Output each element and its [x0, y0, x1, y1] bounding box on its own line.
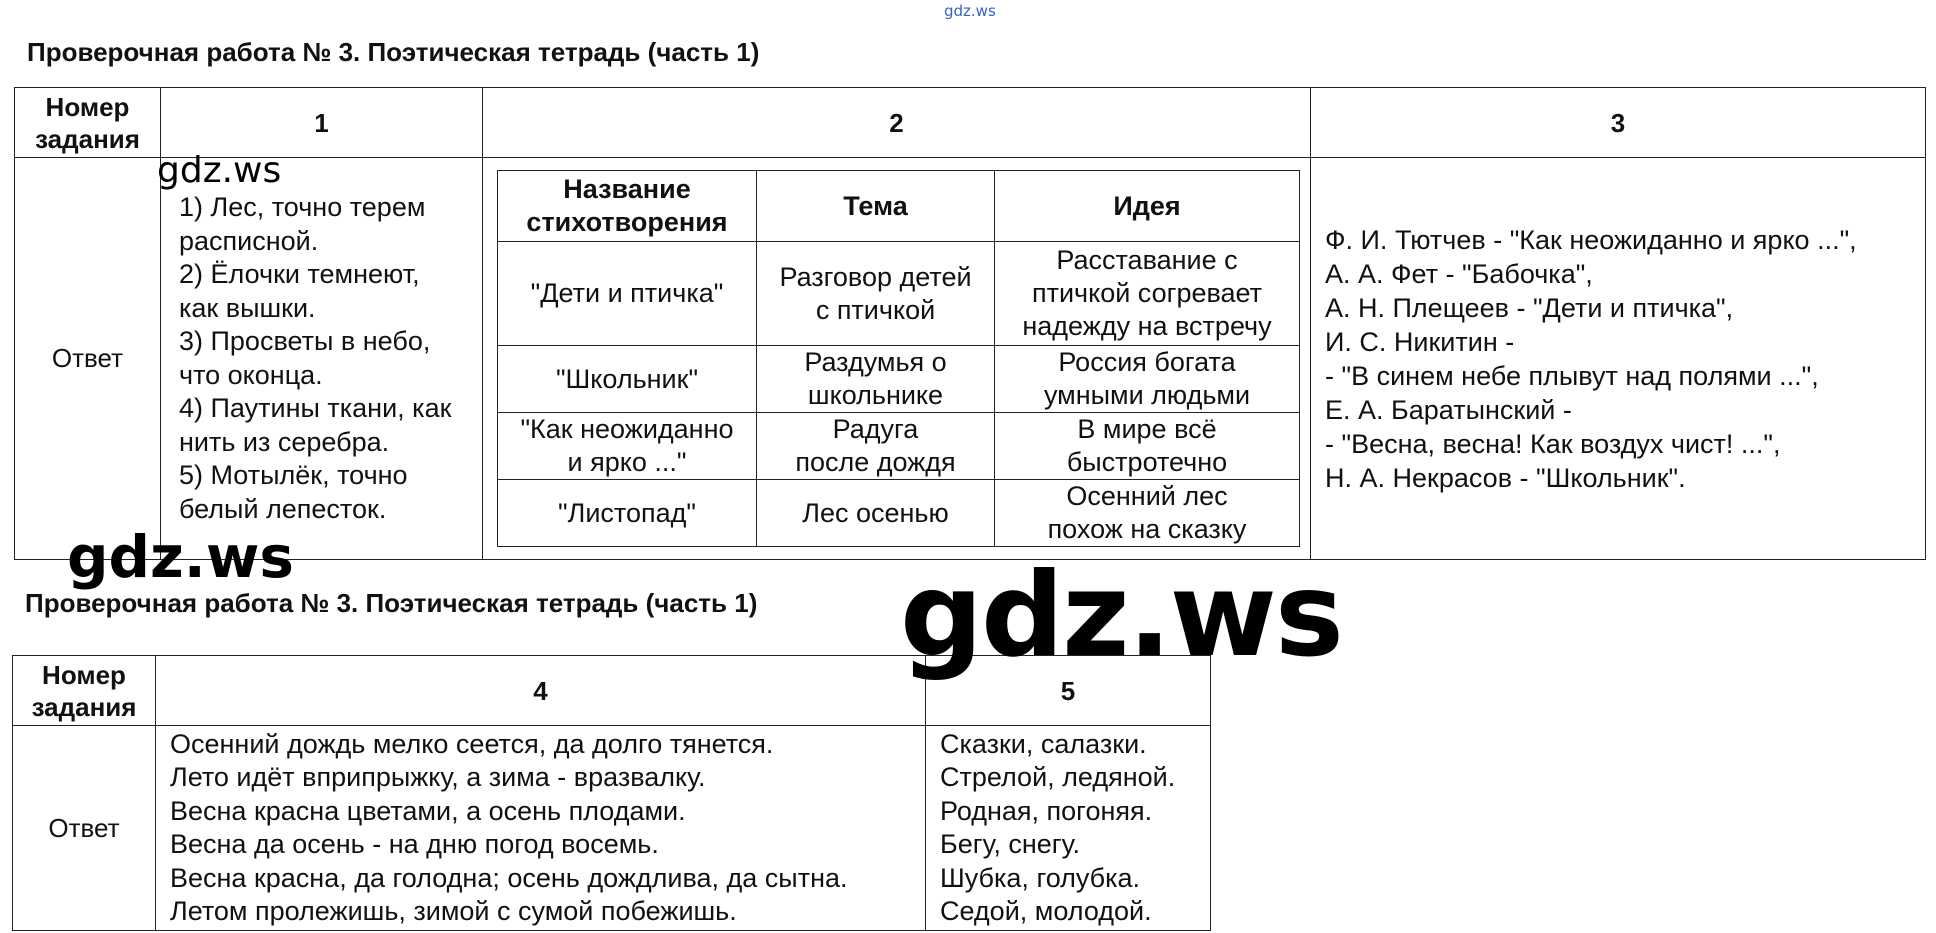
poem-theme-header: Тема: [757, 171, 995, 242]
column-header-1: 1: [161, 88, 483, 158]
poem-name-line: "Листопад": [558, 497, 696, 528]
task3-line: А. А. Фет - "Бабочка",: [1325, 258, 1593, 289]
poem-theme-cell: [757, 346, 995, 413]
poem-idea-line: быстротечно: [1066, 447, 1228, 477]
task5-line: Шубка, голубка.: [940, 862, 1141, 893]
task4-line: Весна да осень - на дню погод восемь.: [170, 829, 659, 859]
poem-theme-line: Лес осенью: [802, 497, 949, 528]
poem-idea-cell: [995, 480, 1300, 547]
poem-idea-line: Осенний лес: [1066, 481, 1228, 511]
poem-theme-line: после дождя: [795, 447, 956, 477]
watermark-small: gdz.ws: [157, 150, 282, 191]
task4-line: Летом пролежишь, зимой с сумой побежишь.: [170, 896, 737, 926]
column-header-2: 2: [483, 88, 1311, 158]
header-label-line2: задания: [31, 691, 137, 722]
watermark-large: gdz.ws: [900, 548, 1342, 683]
answer-label: Ответ: [13, 726, 156, 931]
task1-line: нить из серебра.: [179, 426, 390, 457]
poem-idea-line: Расставание с: [1056, 245, 1238, 275]
poem-idea-line: похож на сказку: [1047, 514, 1247, 544]
task4-line: Осенний дождь мелко сеется, да долго тянется.: [170, 728, 774, 759]
task1-line: 4) Паутины ткани, как: [179, 393, 452, 423]
poem-idea-line: надежду на встречу: [1022, 311, 1272, 341]
poem-analysis-table: [497, 170, 1300, 547]
task1-line: 1) Лес, точно терем: [179, 192, 426, 222]
poem-table-header-row: [498, 171, 1300, 242]
column-header-4: 4: [156, 656, 926, 726]
poem-name-header: [498, 171, 757, 242]
task3-line: Н. А. Некрасов - "Школьник".: [1325, 462, 1686, 493]
answer-row: [13, 726, 1211, 931]
poem-name-header-line2: стихотворения: [526, 207, 728, 237]
poem-theme-cell: [757, 242, 995, 346]
poem-theme-line: с птичкой: [815, 294, 936, 325]
header-label-line1: Номер: [45, 91, 130, 122]
task1-line: 3) Просветы в небо,: [179, 326, 431, 356]
poem-theme-cell: [757, 413, 995, 480]
poem-idea-line: Россия богата: [1058, 347, 1236, 377]
poem-theme-line: Разговор детей: [779, 261, 972, 292]
task5-line: Седой, молодой.: [940, 896, 1152, 926]
task1-line: белый лепесток.: [179, 493, 387, 524]
task1-line: 5) Мотылёк, точно: [179, 460, 408, 490]
poem-name-cell: [498, 413, 757, 480]
answer-label: Ответ: [15, 158, 161, 560]
task5-line: Родная, погоняя.: [940, 795, 1153, 826]
task3-line: - "Весна, весна! Как воздух чист! ...",: [1325, 428, 1781, 459]
task5-line: Сказки, салазки.: [940, 728, 1147, 759]
task4-line: Весна красна, да голодна; осень дождлива, да сытна.: [170, 862, 848, 893]
poem-name-cell: [498, 346, 757, 413]
poem-idea-cell: [995, 242, 1300, 346]
task4-answer: [156, 726, 926, 931]
poem-name-line: "Школьник": [555, 363, 699, 394]
poem-idea-line: птичкой согревает: [1031, 278, 1263, 308]
poem-name-header-line1: Название: [563, 174, 691, 204]
task1-line: что оконца.: [179, 359, 323, 390]
task5-line: Стрелой, ледяной.: [940, 762, 1176, 792]
poem-row: [498, 242, 1300, 346]
poem-idea-line: умными людьми: [1043, 380, 1251, 410]
poem-row: [498, 413, 1300, 480]
header-label-line2: задания: [35, 123, 140, 154]
task1-line: как вышки.: [179, 292, 316, 323]
task4-line: Лето идёт вприпрыжку, а зима - вразвалку.: [170, 762, 706, 792]
task3-line: - "В синем небе плывут над полями ...",: [1325, 360, 1819, 391]
answers-table-2: [12, 655, 1211, 931]
task4-line: Весна красна цветами, а осень плодами.: [170, 795, 686, 826]
poem-name-line: "Дети и птичка": [530, 278, 724, 308]
poem-name-cell: [498, 480, 757, 547]
task1-line: расписной.: [179, 225, 319, 256]
task5-answer: [926, 726, 1211, 931]
task2-answer: [483, 158, 1311, 560]
task-number-header: [15, 88, 161, 158]
task5-line: Бегу, снегу.: [940, 829, 1080, 859]
poem-name-cell: [498, 242, 757, 346]
poem-theme-line: школьнике: [807, 380, 944, 410]
task-number-header: [13, 656, 156, 726]
task3-answer: [1311, 158, 1926, 560]
poem-idea-cell: [995, 346, 1300, 413]
task1-line: 2) Ёлочки темнеют,: [179, 259, 420, 289]
poem-theme-line: Радуга: [832, 414, 919, 444]
poem-idea-header: Идея: [995, 171, 1300, 242]
poem-idea-cell: [995, 413, 1300, 480]
page-title-2: Проверочная работа № 3. Поэтическая тетрадь (часть 1): [25, 588, 758, 618]
poem-row: [498, 346, 1300, 413]
task3-line: А. Н. Плещеев - "Дети и птичка",: [1325, 292, 1734, 323]
poem-theme-line: Раздумья о: [804, 347, 947, 377]
column-header-5: 5: [926, 656, 1211, 726]
page-title-1: Проверочная работа № 3. Поэтическая тетрадь (часть 1): [27, 37, 760, 67]
task1-answer: [161, 158, 483, 560]
task3-line: И. С. Никитин -: [1325, 326, 1515, 357]
column-header-3: 3: [1311, 88, 1926, 158]
poem-name-line: "Как неожиданно: [520, 414, 734, 444]
header-label-line1: Номер: [42, 659, 126, 690]
task3-line: Ф. И. Тютчев - "Как неожиданно и ярко ...",: [1325, 224, 1857, 255]
header-row: [15, 88, 1926, 158]
answers-table-1: [14, 87, 1926, 560]
poem-idea-line: В мире всё: [1077, 414, 1217, 444]
watermark-medium: gdz.ws: [67, 523, 294, 591]
task3-line: Е. А. Баратынский -: [1325, 394, 1572, 425]
poem-theme-cell: [757, 480, 995, 547]
watermark-top: gdz.ws: [944, 2, 996, 20]
poem-name-line: и ярко ...": [567, 447, 687, 477]
poem-row: [498, 480, 1300, 547]
answer-row: [15, 158, 1926, 560]
